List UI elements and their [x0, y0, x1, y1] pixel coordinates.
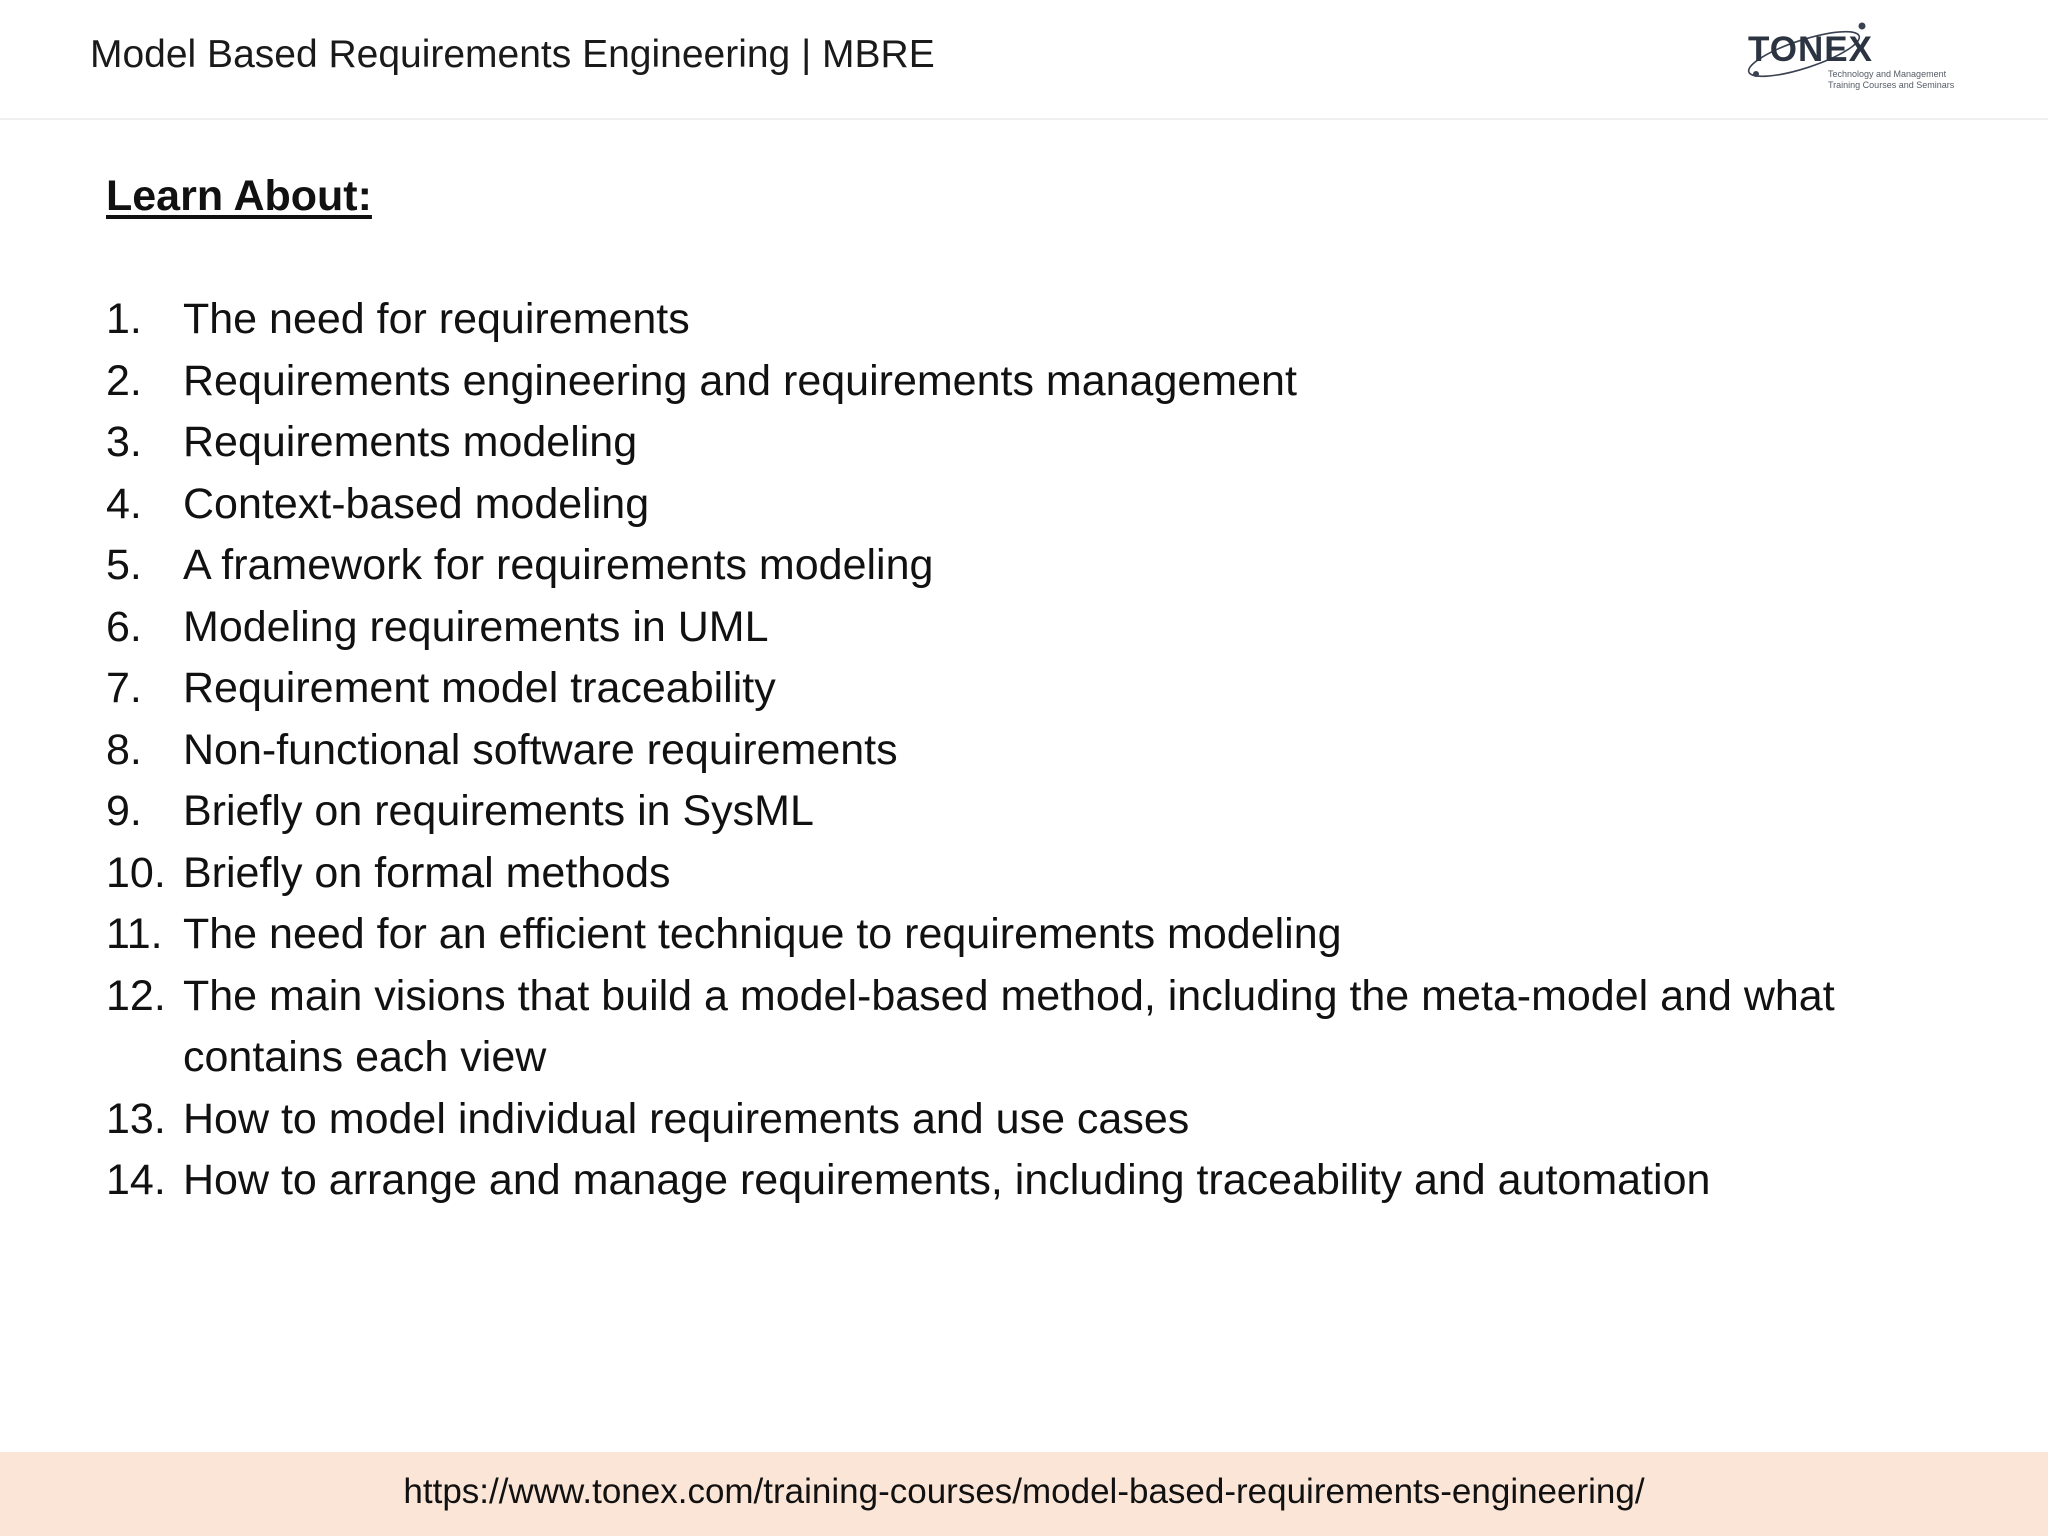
- topic-number: 4.: [106, 479, 142, 528]
- topic-item: [106, 535, 1936, 597]
- topic-item: [106, 289, 1936, 351]
- topic-text: Context-based modeling: [183, 479, 650, 528]
- topic-number: 9.: [106, 787, 142, 835]
- topic-text: How to arrange and manage requirements, including traceability and automation: [183, 1156, 1711, 1204]
- topic-item: [106, 904, 1936, 966]
- topic-text: Briefly on requirements in SysML: [183, 787, 814, 835]
- logo-wordmark: TONEX: [1748, 30, 1873, 69]
- learn-about-heading: Learn About:: [106, 172, 372, 220]
- topic-item: [106, 966, 1936, 1089]
- topic-item: [106, 351, 1936, 413]
- topic-text: The need for requirements: [183, 295, 690, 343]
- topic-number: 13.: [106, 1094, 166, 1143]
- topic-text: How to model individual requirements and use cases: [183, 1094, 1190, 1143]
- topic-item: [106, 781, 1936, 843]
- topic-number: 8.: [106, 725, 142, 774]
- topic-number: 10.: [106, 848, 166, 897]
- topic-number: 3.: [106, 418, 142, 466]
- topic-number: 1.: [106, 295, 142, 343]
- topic-number: 11.: [106, 910, 163, 958]
- slide-title: Model Based Requirements Engineering | MBRE: [90, 33, 935, 76]
- tonex-logo: [1742, 16, 1982, 100]
- topic-number: 7.: [106, 664, 142, 712]
- topic-text: Requirement model traceability: [183, 664, 776, 712]
- slide-footer: [0, 1452, 2048, 1536]
- logo-tagline: Training Courses and Seminars: [1828, 80, 1955, 90]
- topic-item: [106, 1089, 1936, 1151]
- topic-list: [106, 289, 1936, 1212]
- topic-text: The need for an efficient technique to requirements modeling: [183, 910, 1342, 958]
- course-url-link[interactable]: https://www.tonex.com/training-courses/model-based-requirements-engineering/: [403, 1472, 1645, 1511]
- topic-number: 14.: [106, 1156, 166, 1204]
- topic-item: [106, 474, 1936, 536]
- slide-body: [106, 165, 1936, 1212]
- topic-text: Modeling requirements in UML: [183, 602, 769, 651]
- topic-number: 12.: [106, 971, 166, 1020]
- topic-item: [106, 843, 1936, 905]
- topic-number: 2.: [106, 356, 142, 405]
- logo-tagline: Technology and Management: [1828, 69, 1947, 79]
- topic-text: Non-functional software requirements: [183, 725, 898, 774]
- topic-number: 6.: [106, 602, 142, 651]
- topic-item: [106, 597, 1936, 659]
- topic-text: The main visions that build a model-based method, including the meta-model and what contains each view: [183, 971, 1835, 1081]
- topic-text: Briefly on formal methods: [183, 848, 671, 897]
- topic-item: [106, 658, 1936, 720]
- topic-text: A framework for requirements modeling: [183, 541, 934, 589]
- topic-text: Requirements modeling: [183, 418, 638, 466]
- topic-number: 5.: [106, 541, 142, 589]
- topic-text: Requirements engineering and requirements management: [183, 356, 1297, 405]
- slide-header: [0, 0, 2048, 120]
- topic-item: [106, 720, 1936, 782]
- topic-item: [106, 1150, 1936, 1212]
- topic-item: [106, 412, 1936, 474]
